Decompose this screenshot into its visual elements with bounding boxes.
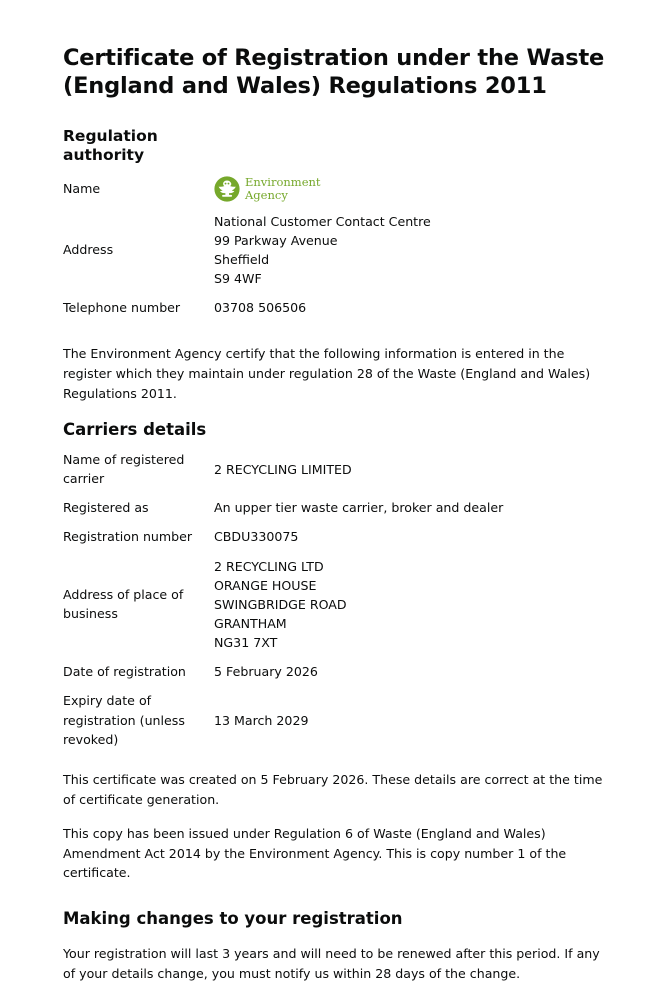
business-address-line-3: SWINGBRIDGE ROAD	[214, 596, 347, 612]
label-expiry-date: Expiry date of registration (unless revoked)	[63, 693, 185, 747]
authority-address-line-1: National Customer Contact Centre	[214, 213, 431, 229]
value-carrier-name: 2 RECYCLING LIMITED	[214, 461, 352, 477]
spacer	[63, 934, 609, 944]
value-authority-telephone: 03708 506506	[214, 300, 307, 316]
value-business-address	[214, 552, 609, 658]
making-changes-body: Your registration will last 3 years and will need to be renewed after this period. If any of your details change, you must notify us within 28 days of the change.	[63, 946, 600, 982]
page-title: Certificate of Registration under the Waste (England and Wales) Regulations 2011	[63, 45, 605, 100]
value-authority-address	[214, 207, 609, 294]
environment-agency-wordmark	[245, 176, 321, 201]
value-expiry-date: 13 March 2029	[214, 712, 309, 728]
business-address-line-4: GRANTHAM	[214, 615, 287, 631]
row-authority-name	[63, 171, 609, 207]
row-authority-address	[63, 207, 609, 294]
copy-statement: This copy has been issued under Regulation 6 of Waste (England and Wales) Amendment Act 2014 by the Environment Agency. This is copy number 1 of the certificate.	[63, 825, 567, 881]
row-authority-telephone	[63, 293, 609, 322]
spacer	[63, 322, 609, 344]
value-date-of-registration: 5 February 2026	[214, 664, 318, 680]
label-registered-as: Registered as	[63, 500, 149, 516]
authority-address-line-4: S9 4WF	[214, 270, 262, 286]
spacer	[63, 754, 609, 770]
label-registration-number: Registration number	[63, 529, 193, 545]
wordmark-line-2: Agency	[245, 187, 288, 202]
spacer	[63, 899, 609, 909]
label-authority-address: Address	[63, 242, 114, 258]
section-heading-regulation-authority: Regulation authority	[63, 126, 158, 164]
row-registered-as	[63, 493, 609, 522]
authority-address-line-2: 99 Parkway Avenue	[214, 232, 338, 248]
row-date-of-registration	[63, 657, 609, 686]
business-address-line-2: ORANGE HOUSE	[214, 577, 317, 593]
authority-address-line-3: Sheffield	[214, 251, 270, 267]
carriers-details-rows	[63, 445, 609, 754]
row-carrier-name	[63, 445, 609, 493]
section-heading-making-changes: Making changes to your registration	[63, 909, 403, 929]
environment-agency-logo	[214, 176, 609, 202]
created-statement: This certificate was created on 5 February 2026. These details are correct at the time of certificate generation.	[63, 771, 603, 807]
wordmark-line-1: Environment	[245, 175, 321, 190]
row-registration-number	[63, 522, 609, 551]
label-carrier-name: Name of registered carrier	[63, 452, 185, 487]
row-business-address	[63, 552, 609, 658]
value-registration-number: CBDU330075	[214, 529, 299, 545]
regulation-authority-rows	[63, 171, 609, 323]
section-heading-carriers-details: Carriers details	[63, 419, 207, 439]
label-date-of-registration: Date of registration	[63, 664, 186, 680]
value-registered-as: An upper tier waste carrier, broker and dealer	[214, 500, 504, 516]
row-expiry-date	[63, 686, 609, 753]
label-business-address: Address of place of business	[63, 587, 184, 622]
label-authority-telephone: Telephone number	[63, 300, 181, 316]
environment-agency-roundel-icon	[214, 176, 240, 202]
business-address-line-1: 2 RECYCLING LTD	[214, 558, 324, 574]
certification-statement: The Environment Agency certify that the following information is entered in the register which they maintain under regulation 28 of the Waste (England and Wales) Regulations 2011.	[63, 346, 591, 401]
value-authority-name	[214, 171, 609, 207]
label-authority-name: Name	[63, 180, 101, 196]
business-address-line-5: NG31 7XT	[214, 635, 278, 651]
